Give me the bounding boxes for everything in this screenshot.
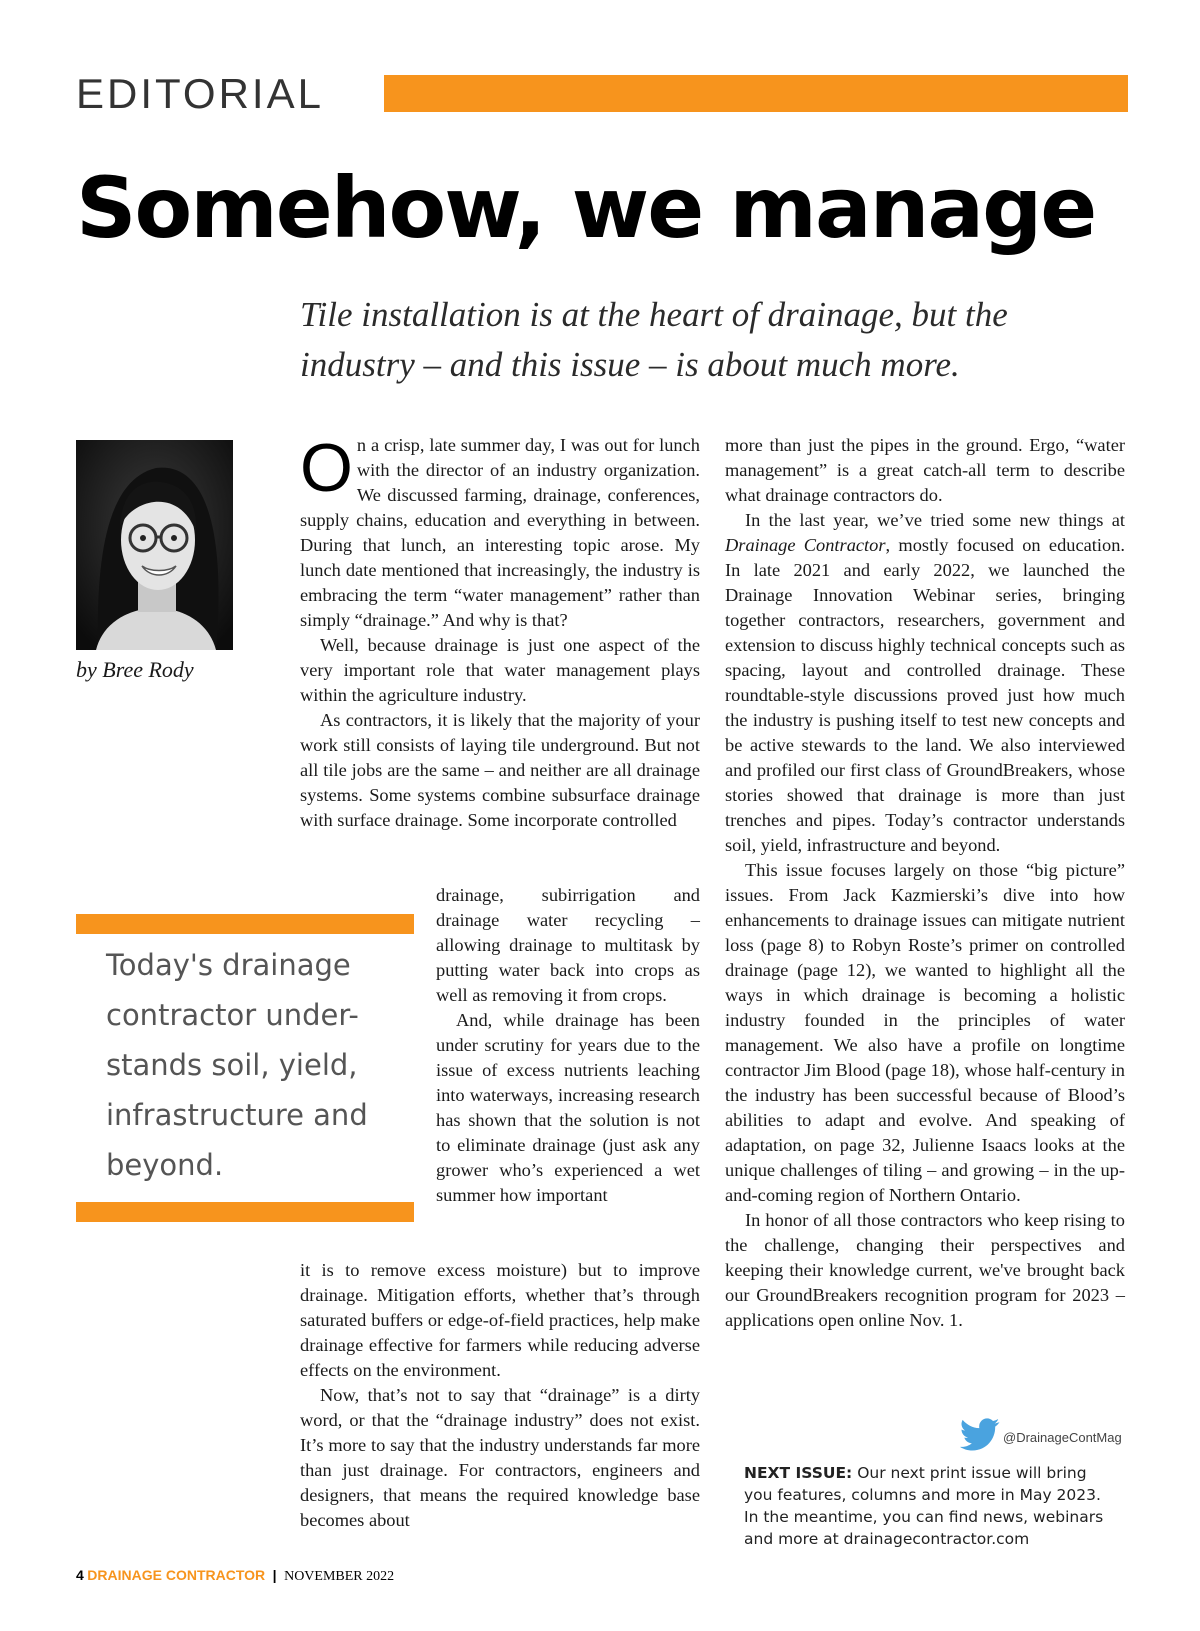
twitter-bird-icon[interactable] [960, 1418, 1000, 1457]
paragraph [725, 508, 1125, 858]
magazine-title: DRAINAGE CONTRACTOR [87, 1567, 266, 1583]
section-label: EDITORIAL [76, 70, 324, 117]
footer-separator: | [272, 1567, 277, 1583]
paragraph: drainage, subirrigation and drainage water recycling – allowing drainage to multitask by putting water back into crops as well as removing it from crops. [436, 885, 700, 1005]
paragraph: Well, because drainage is just one aspect of the very important role that water management plays within the agriculture industry. [300, 635, 700, 705]
paragraph: more than just the pipes in the ground. Ergo, “water management” is a great catch-all term to describe what drainage contractors do. [725, 435, 1125, 505]
section-accent-bar [384, 75, 1128, 112]
paragraph-text: n a crisp, late summer day, I was out for lunch with the director of an industry organization. We discussed farming, drainage, conferences, supply chains, education and everything in between. During that lunch, an interesting topic arose. My lunch date mentioned that increasingly, the industry is embracing the term “water management” rather than simply “drainage.” And why is that? [300, 435, 700, 630]
dropcap: O [300, 430, 353, 506]
paragraph: And, while drainage has been under scrutiny for years due to the issue of excess nutrients leaching into waterways, increasing research has shown that the solution is not to eliminate drainage (just ask any grower who’s experienced a wet summer how important [436, 1010, 700, 1205]
paragraph [300, 430, 700, 633]
next-issue-text: Our next print issue will bring you features, columns and more in May 2023. In the meantime, you can find news, webinars and more at drainagecontractor.com [744, 1464, 1104, 1548]
page-footer [76, 1567, 394, 1585]
next-issue-label: NEXT ISSUE: [744, 1464, 853, 1482]
headline: Somehow, we manage [76, 159, 1096, 257]
pullquote-top-bar [76, 914, 414, 934]
paragraph: Now, that’s not to say that “drainage” is a dirty word, or that the “drainage industry” does not exist. It’s more to say that the industry understands far more than just drainage. For contractors, engineers and designers, that means the required knowledge base becomes about [300, 1385, 700, 1530]
paragraph-text: In the last year, we’ve tried some new things at [745, 510, 1125, 530]
paragraph: it is to remove excess moisture) but to improve drainage. Mitigation efforts, whether that’s through saturated buffers or edge-of-field practices, help make drainage effective for farmers while reducing adverse effects on the environment. [300, 1260, 700, 1380]
issue-date: NOVEMBER 2022 [284, 1569, 395, 1584]
author-portrait-icon [76, 440, 233, 650]
paragraph: As contractors, it is likely that the majority of your work still consists of laying tile underground. But not all tile jobs are the same – and neither are all drainage systems. Some systems combine subsurface drainage with surface drainage. Some incorporate controlled [300, 710, 700, 830]
author-photo [76, 440, 233, 650]
next-issue-note [744, 1462, 1114, 1550]
deck: Tile installation is at the heart of drainage, but the industry – and this issue – is about much more. [300, 295, 1008, 384]
body-column-1-mid [436, 883, 700, 1208]
body-column-1-bottom [300, 1258, 700, 1533]
twitter-handle[interactable]: @DrainageContMag [1003, 1430, 1122, 1445]
paragraph: In honor of all those contractors who keep rising to the challenge, changing their perspectives and keeping their knowledge current, we've brought back our GroundBreakers recognition program for 2023 – applications open online Nov. 1. [725, 1210, 1125, 1330]
page-number: 4 [76, 1567, 84, 1583]
pullquote-bottom-bar [76, 1202, 414, 1222]
paragraph: This issue focuses largely on those “big picture” issues. From Jack Kazmierski’s dive into how enhancements to drainage issues can mitigate nutrient loss (page 8) to Robyn Roste’s primer on controlled drainage (page 12), we wanted to highlight all the ways in which drainage is becoming a holistic industry founded in the principles of water management. We also have a profile on longtime contractor Jim Blood (page 18), whose half-century in the industry has been successful because of Blood’s abilities to adapt and evolve. And speaking of adaptation, on page 32, Julienne Isaacs looks at the unique challenges of tiling – and growing – in the up-and-coming region of Northern Ontario. [725, 860, 1125, 1205]
byline: by Bree Rody [76, 657, 194, 682]
magazine-name: Drainage Contractor [725, 535, 886, 555]
body-column-2 [725, 433, 1125, 1333]
body-column-1-top [300, 430, 700, 833]
pullquote: Today's drainage contractor under-stands soil, yield, infrastructure and beyond. [106, 948, 368, 1182]
paragraph-text: , mostly focused on education. In late 2021 and early 2022, we launched the Drainage Innovation Webinar series, bringing together contractors, researchers, government and extension to discuss highly technical concepts such as spacing, layout and controlled drainage. These roundtable-style discussions proved just how much the industry is pushing itself to test new concepts and be active stewards to the land. We also interviewed and profiled our first class of GroundBreakers, whose stories showed that drainage is more than just trenches and pipes. Today’s contractor understands soil, yield, infrastructure and beyond. [725, 535, 1125, 855]
